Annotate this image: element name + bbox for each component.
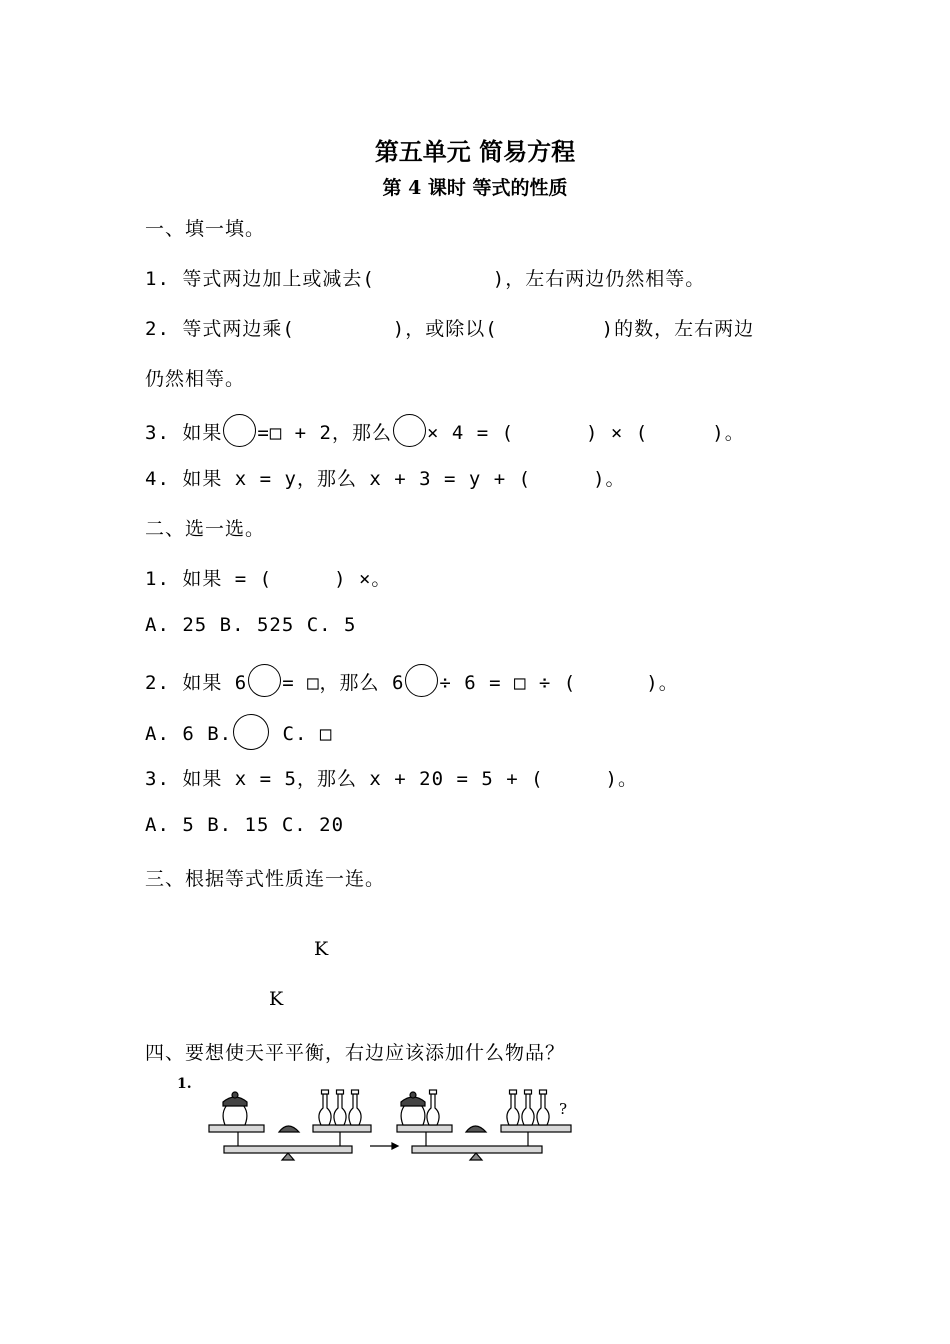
page-subtitle: 第 4 课时 等式的性质 (382, 177, 568, 199)
bottle-icon (507, 1090, 519, 1125)
s2-question-1 (145, 564, 391, 591)
s2-q2-text-d: )。 (646, 672, 679, 694)
s1-q1-text-after: )，左右两边仍然相等。 (492, 268, 706, 290)
section3-heading: 三、根据等式性质连一连。 (145, 868, 386, 890)
section4-heading: 四、要想使天平平衡，右边应该添加什么物品？ (145, 1042, 566, 1064)
s2-q2-text-a: 2. 如果 6 (145, 672, 248, 694)
bottle-icon (537, 1090, 549, 1125)
s1-q2-continuation: 仍然相等。 (145, 368, 246, 390)
section2-heading: 二、选一选。 (145, 518, 266, 540)
s1-q3-text-d: ) × ( (586, 422, 649, 444)
s2-q3-text-after: )。 (605, 768, 638, 790)
s2-q3-text-before: 3. 如果 x = 5，那么 x + 20 = 5 + ( (145, 768, 544, 790)
bottle-icon (334, 1090, 346, 1125)
page-title: 第五单元 简易方程 (374, 137, 576, 166)
s2-q2-text-b: = □，那么 6 (282, 672, 405, 694)
s1-q4-text-before: 4. 如果 x = y，那么 x + 3 = y + ( (145, 468, 532, 490)
s1-q3-text-b: =□ + 2，那么 (257, 422, 392, 444)
bottle-icon (522, 1090, 534, 1125)
s1-q1-text-before: 1. 等式两边加上或减去( (145, 268, 375, 290)
s1-q2-text-before: 2. 等式两边乘( (145, 318, 295, 340)
s2-q2-option-c: C. □ (270, 723, 333, 745)
s2-q2-options[interactable] (145, 714, 332, 750)
arrow-right-icon (370, 1143, 398, 1149)
s1-question-3 (145, 414, 745, 447)
pot-icon (401, 1092, 425, 1125)
bottle-icon (319, 1090, 331, 1125)
s1-q3-text-e: )。 (712, 422, 745, 444)
matching-label-k: K (314, 938, 329, 960)
s1-q2-text-mid: )，或除以( (392, 318, 498, 340)
s2-q2-option-ab: A. 6 B. (145, 723, 233, 745)
s1-q2-text-after: )的数，左右两边 (601, 318, 755, 340)
s2-question-2 (145, 664, 679, 697)
s1-q3-text-a: 3. 如果 (145, 422, 223, 444)
s1-question-2 (145, 314, 754, 341)
pot-icon (223, 1092, 247, 1125)
s2-q1-options[interactable]: A. 25 B. 525 C. 5 (145, 614, 357, 636)
bottle-icon (349, 1090, 361, 1125)
circle-shape-icon (248, 664, 281, 697)
question-mark: ? (559, 1100, 568, 1118)
s2-q3-options[interactable]: A. 5 B. 15 C. 20 (145, 814, 345, 836)
section1-heading: 一、填一填。 (145, 218, 266, 240)
s2-question-3 (145, 764, 638, 791)
s4-question-number: 1. (177, 1076, 192, 1092)
s1-q3-text-c: × 4 = ( (426, 422, 515, 444)
s2-q1-text-after: ) ×。 (334, 568, 392, 590)
s2-q2-text-c: ÷ 6 = □ ÷ ( (439, 672, 577, 694)
balance-scale-right (397, 1090, 571, 1160)
circle-shape-icon (405, 664, 438, 697)
s1-q4-text-after: )。 (593, 468, 626, 490)
s2-q1-text-before: 1. 如果 = ( (145, 568, 273, 590)
bottle-icon (427, 1090, 439, 1125)
matching-label-k: K (269, 988, 284, 1010)
circle-shape-icon (223, 414, 256, 447)
circle-shape-icon (233, 714, 269, 750)
s1-question-4 (145, 464, 626, 491)
s1-question-1 (145, 264, 705, 291)
circle-shape-icon (393, 414, 426, 447)
balance-scale-illustration (200, 1080, 600, 1170)
balance-scale-left (209, 1090, 371, 1160)
